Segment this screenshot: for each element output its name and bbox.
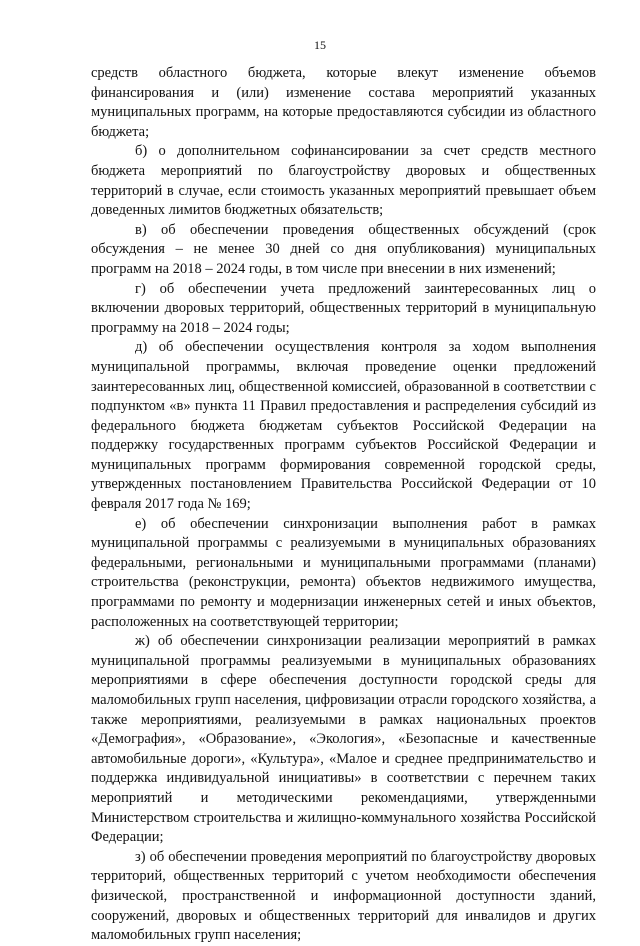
paragraph-continuation: средств областного бюджета, которые влекут изменение объемов финансирования и (или) изменение состава мероприятий указанных муниципальных программ, на которые предоставляются субсидии из областного бюджета; <box>91 65 596 140</box>
paragraph-zh: ж) об обеспечении синхронизации реализации мероприятий в рамках муниципальной программы реализуемыми в муниципальных образованиях мероприятиями в сфере обеспечения доступности городской среды для маломобильных групп населения, цифровизации отрасли городского хозяйства, а также мероприятиями, реализуемыми в рамках национальных проектов «Демография», «Образование», «Экология», «Безопасные и качественные автомобильные дороги», «Культура», «Малое и среднее предпринимательство и поддержка индивидуальной инициативы» в соответствии с перечнем таких мероприятий и методическими рекомендациями, утвержденными Министерством строительства и жилищно-коммунального хозяйства Российской Федерации; <box>91 633 596 846</box>
document-body <box>91 64 596 946</box>
paragraph-b: б) о дополнительном софинансировании за счет средств местного бюджета мероприятий по благоустройству дворовых и общественных территорий в случае, если стоимость указанных мероприятий превышает объем доведенных лимитов бюджетных обязательств; <box>91 143 596 219</box>
paragraph-z: з) об обеспечении проведения мероприятий по благоустройству дворовых территорий, общественных территорий с учетом необходимости обеспечения физической, пространственной и информационной доступности зданий, сооружений, дворовых и общественных территорий для инвалидов и других маломобильных групп населения; <box>91 848 596 944</box>
paragraph-d: д) об обеспечении осуществления контроля за ходом выполнения муниципальной программы, включая проведение оценки предложений заинтересованных лиц, общественной комиссией, образованной в соответствии с подпунктом «в» пункта 11 Правил предоставления и распределения субсидий из федерального бюджета бюджетам субъектов Российской Федерации на поддержку государственных программ субъектов Российской Федерации и муниципальных программ формирования современной городской среды, утвержденных постановлением Правительства Российской Федерации от 10 февраля 2017 года № 169; <box>91 339 596 513</box>
paragraph-v: в) об обеспечении проведения общественных обсуждений (срок обсуждения – не менее 30 дней со дня опубликования) муниципальных программ на 2018 – 2024 годы, в том числе при внесении в них изменений; <box>91 221 596 277</box>
paragraph-e: е) об обеспечении синхронизации выполнения работ в рамках муниципальной программы с реализуемыми в муниципальных образованиях федеральными, региональными и муниципальными программами (планами) строительства (реконструкции, ремонта) объектов недвижимого имущества, программами по ремонту и модернизации инженерных сетей и иных объектов, расположенных на соответствующей территории; <box>91 515 596 630</box>
page-number: 15 <box>314 38 326 52</box>
paragraph-g: г) об обеспечении учета предложений заинтересованных лиц о включении дворовых территорий, общественных территорий в муниципальную программу на 2018 – 2024 годы; <box>91 280 596 336</box>
